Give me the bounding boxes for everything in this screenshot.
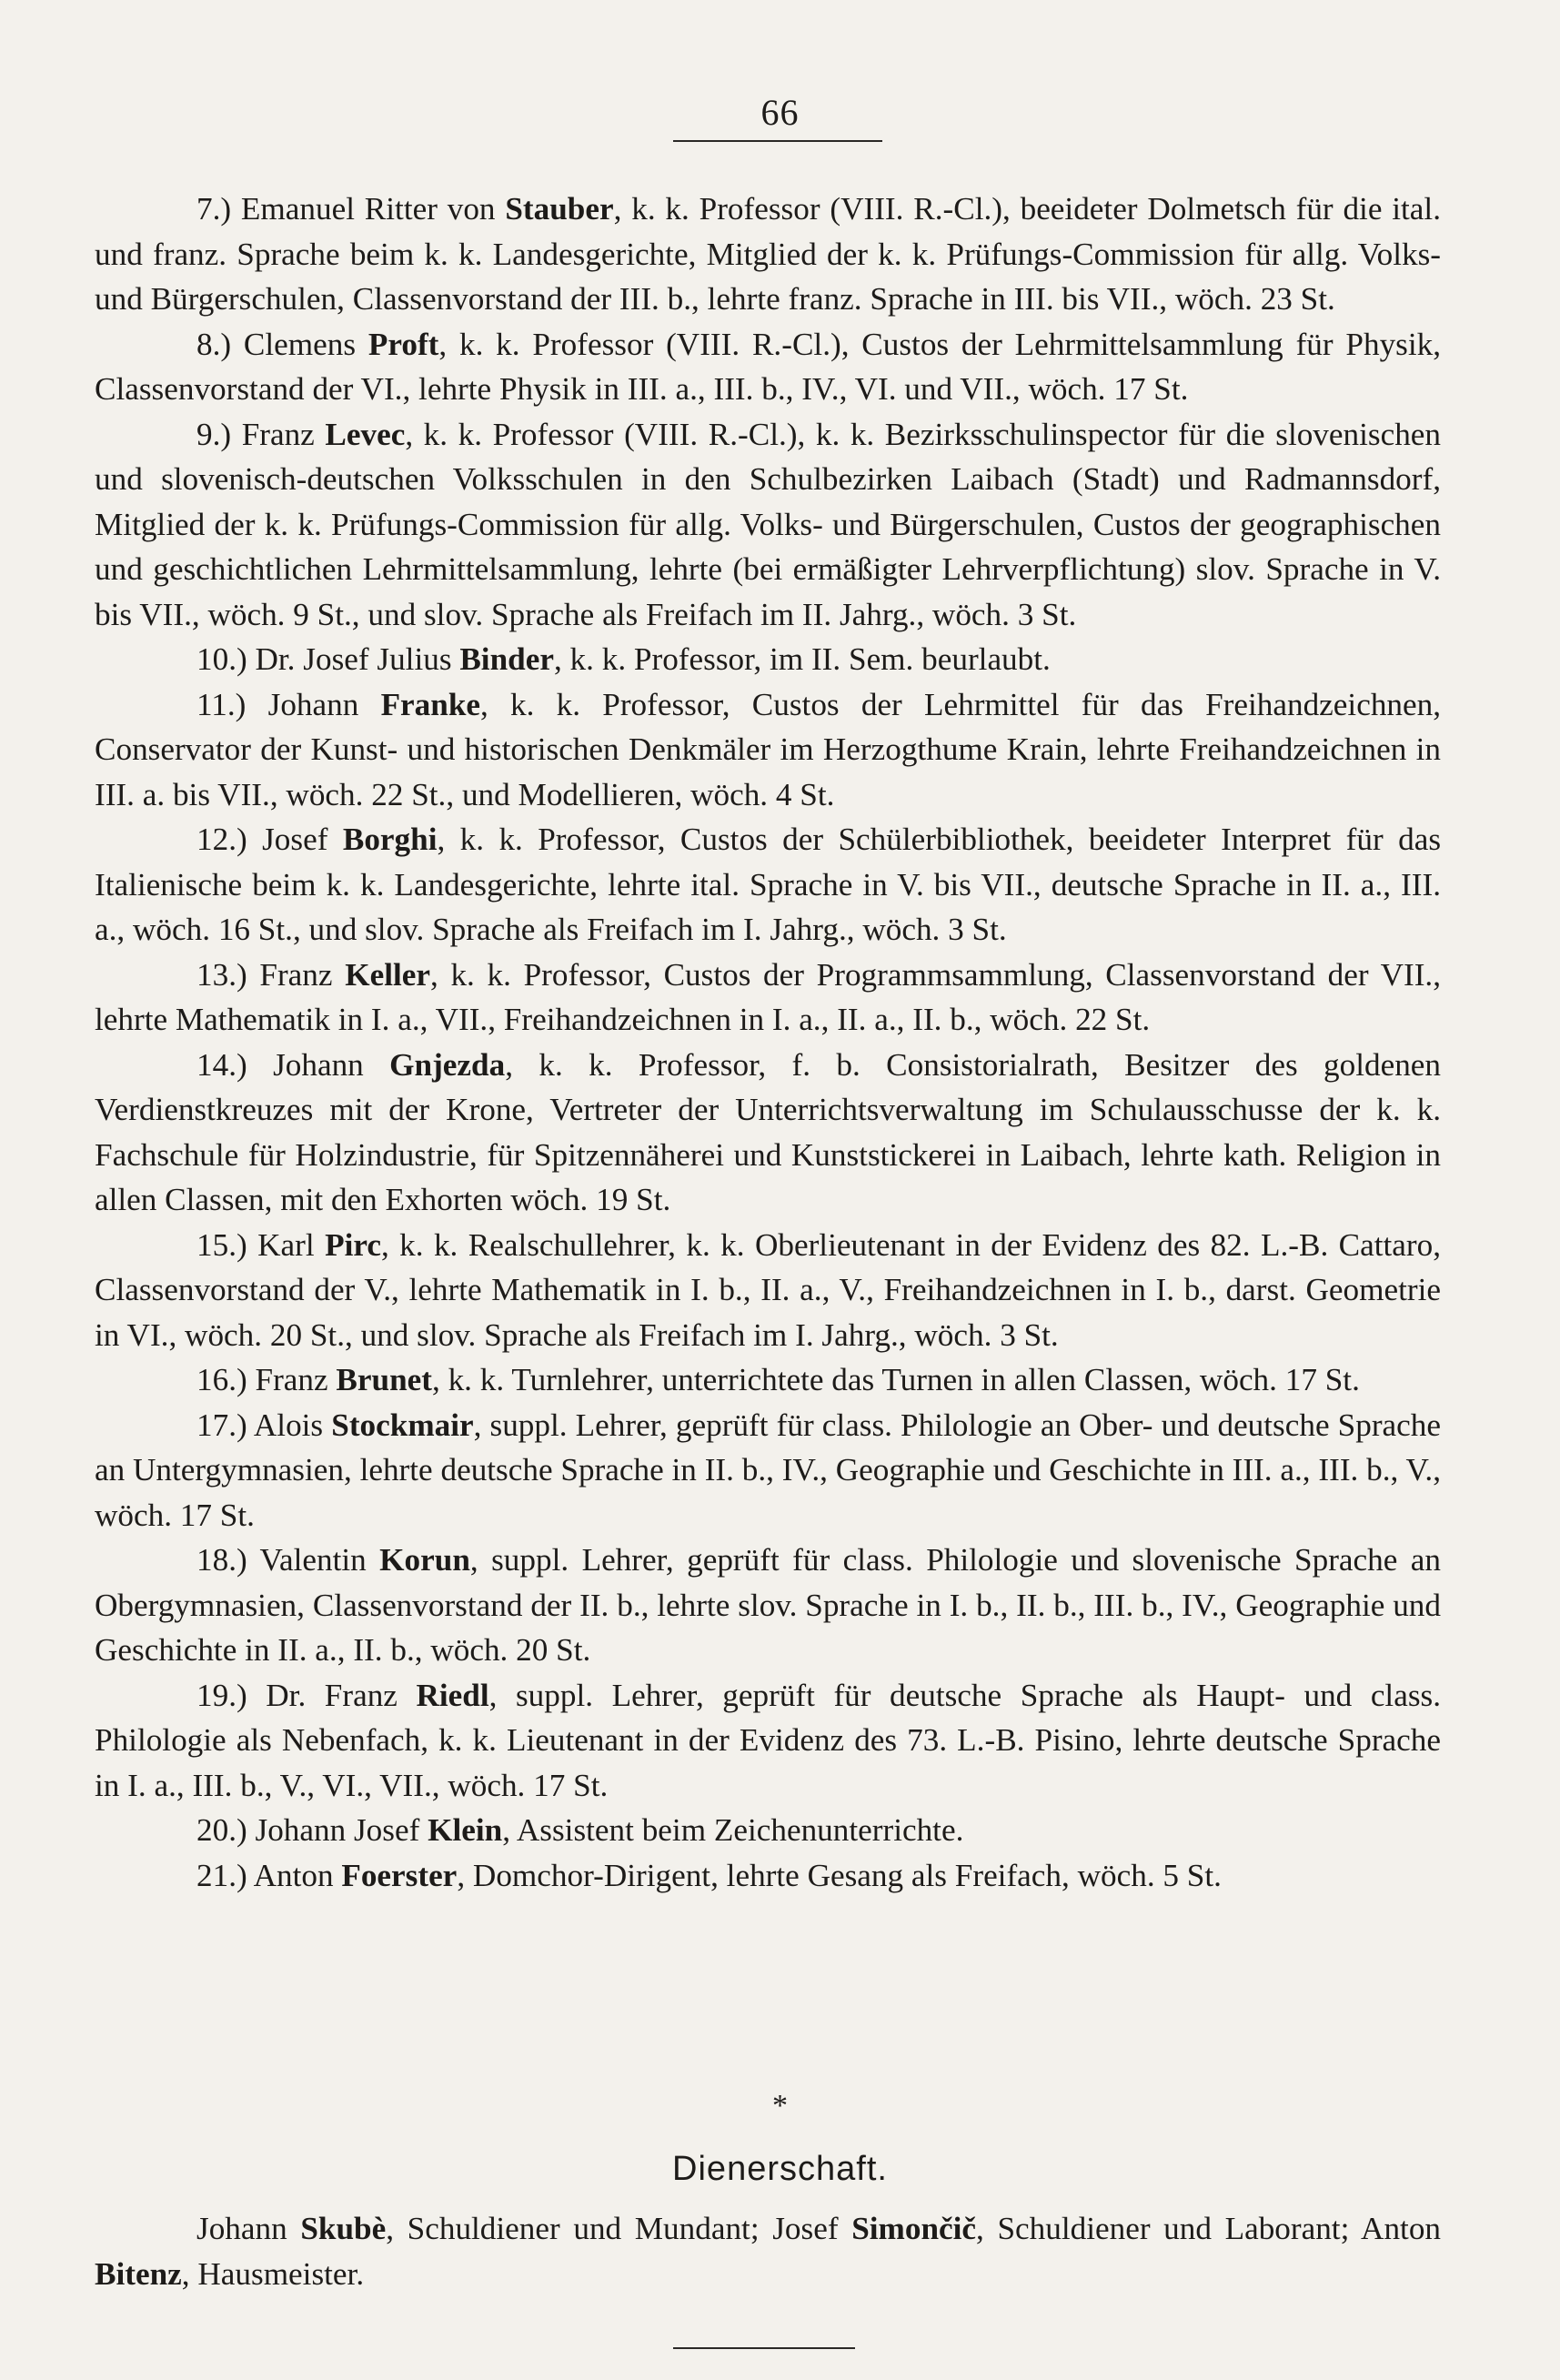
- entry-prefix: Franz: [241, 416, 315, 452]
- entry-text: , k. k. Professor (VIII. R.-Cl.), k. k. Bezirksschulinspector für die slovenischen und slovenisch-deutschen Volksschulen in den Schulbezirken Laibach (Stadt) und Radmannsdorf, Mitglied der k. k. Prüfungs-Commission für allg. Volks- und Bürgerschulen, Custos der geographischen und geschichtlichen Lehrmittelsammlung, lehrte (bei ermäßigter Lehrverpflichtung) slov. Sprache in V. bis VII., wöch. 9 St., und slov. Sprache als Freifach im II. Jahrg., wöch. 3 St.: [95, 416, 1442, 632]
- entry-number: 11.): [196, 686, 247, 722]
- servant-name: Bitenz: [95, 2256, 182, 2292]
- entry-text: , Assistent beim Zeichenunterrichte.: [502, 1812, 964, 1848]
- entry-prefix: Johann: [267, 686, 359, 722]
- entry-prefix: Alois: [253, 1407, 324, 1443]
- entry-number: 10.): [196, 641, 247, 677]
- servant-prefix: Josef: [772, 2211, 839, 2246]
- entry-name: Stauber: [505, 191, 614, 227]
- entry-number: 18.): [196, 1542, 247, 1578]
- staff-entry: [95, 1853, 1441, 1899]
- staff-entry: [95, 1673, 1441, 1809]
- entry-number: 8.): [196, 326, 232, 362]
- entry-prefix: Josef: [262, 822, 328, 857]
- entry-prefix: Johann Josef: [255, 1812, 420, 1848]
- staff-entry: [95, 682, 1441, 818]
- entry-number: 20.): [196, 1812, 247, 1848]
- entry-prefix: Johann: [273, 1046, 364, 1083]
- entry-text: , k. k. Turnlehrer, unterrichtete das Turnen in allen Classen, wöch. 17 St.: [431, 1362, 1360, 1397]
- staff-entry: [95, 1223, 1441, 1358]
- entry-text: , k. k. Professor, Custos der Schülerbibliothek, beeideter Interpret für das Italienische beim k. k. Landesgerichte, lehrte ital. Sprache in V. bis VII., deutsche Sprache in II. a., III. a., wöch. 16 St., und slov. Sprache als Freifach im I. Jahrg., wöch. 3 St.: [95, 822, 1442, 947]
- staff-entry: [95, 412, 1441, 638]
- entry-prefix: Anton: [253, 1857, 334, 1893]
- entry-number: 9.): [196, 416, 232, 452]
- footer-rule: [673, 2347, 855, 2349]
- servant-name: Simončič: [851, 2211, 977, 2246]
- servants-paragraph: [95, 2206, 1441, 2297]
- staff-entry: [95, 1357, 1441, 1403]
- entry-number: 21.): [196, 1857, 247, 1893]
- entry-number: 12.): [196, 822, 247, 857]
- entry-number: 13.): [196, 956, 247, 993]
- entry-prefix: Karl: [257, 1226, 315, 1263]
- entry-text: , suppl. Lehrer, geprüft für class. Philologie und slovenische Sprache an Obergymnasien, Classenvorstand der II. b., lehrte slov. Sprache in I. b., II. b., III. b., IV., Geographie und Geschichte in II. a., II. b., wöch. 20 St.: [95, 1542, 1442, 1668]
- entry-number: 16.): [196, 1362, 247, 1397]
- entry-name: Binder: [459, 641, 554, 677]
- entry-prefix: Franz: [255, 1362, 328, 1397]
- entry-name: Borghi: [342, 822, 438, 857]
- entry-text: , k. k. Realschullehrer, k. k. Oberlieutenant in der Evidenz des 82. L.-B. Cattaro, Classenvorstand der V., lehrte Mathematik in I. b., II. a., V., Freihandzeichnen in I. b., darst. Geometrie in VI., wöch. 20 St., und slov. Sprache als Freifach im I. Jahrg., wöch. 3 St.: [95, 1226, 1442, 1353]
- staff-entry: [95, 1538, 1441, 1673]
- entry-text: , suppl. Lehrer, geprüft für class. Philologie an Ober- und deutsche Sprache an Untergymnasien, lehrte deutsche Sprache in II. b., IV., Geographie und Geschichte in III. a., III. b., V., wöch. 17 St.: [95, 1407, 1442, 1533]
- entry-prefix: Dr. Franz: [266, 1677, 398, 1713]
- entry-name: Klein: [428, 1812, 503, 1848]
- entry-number: 17.): [196, 1407, 247, 1443]
- entry-name: Foerster: [341, 1857, 458, 1893]
- entry-name: Keller: [345, 956, 430, 993]
- entry-name: Brunet: [336, 1362, 432, 1397]
- entry-text: , suppl. Lehrer, geprüft für deutsche Sprache als Haupt- und class. Philologie als Nebenfach, k. k. Lieutenant in der Evidenz des 73. L.-B. Pisino, lehrte deutsche Sprache in I. a., III. b., V., VI., VII., wöch. 17 St.: [95, 1677, 1442, 1803]
- entry-number: 15.): [196, 1226, 247, 1263]
- entry-name: Pirc: [325, 1226, 381, 1263]
- staff-entry: [95, 953, 1441, 1043]
- staff-entry: [95, 817, 1441, 953]
- entry-text: , Domchor-Dirigent, lehrte Gesang als Freifach, wöch. 5 St.: [457, 1857, 1222, 1893]
- servant-prefix: Anton: [1361, 2211, 1442, 2246]
- entry-name: Proft: [367, 326, 439, 362]
- page-number: 66: [760, 92, 800, 133]
- servant-prefix: Johann: [196, 2211, 287, 2246]
- entry-name: Riedl: [416, 1677, 489, 1713]
- entry-text: , k. k. Professor, Custos der Programmsammlung, Classenvorstand der VII., lehrte Mathematik in I. a., VII., Freihandzeichnen in I. a., II. a., II. b., wöch. 22 St.: [95, 956, 1442, 1037]
- staff-entry: [95, 637, 1441, 682]
- entry-text: , k. k. Professor (VIII. R.-Cl.), Custos der Lehrmittelsammlung für Physik, Classenvorstand der VI., lehrte Physik in III. a., III. b., IV., VI. und VII., wöch. 17 St.: [95, 326, 1442, 407]
- entry-number: 7.): [196, 191, 232, 227]
- staff-list: [95, 187, 1441, 1898]
- entry-text: , k. k. Professor, Custos der Lehrmittel für das Freihandzeichnen, Conservator der Kunst- und historischen Denkmäler im Herzogthume Krain, lehrte Freihandzeichnen in III. a. bis VII., wöch. 22 St., und Modellieren, wöch. 4 St.: [95, 686, 1442, 812]
- staff-entry: [95, 187, 1441, 322]
- staff-entry: [95, 1403, 1441, 1538]
- entry-number: 14.): [196, 1046, 247, 1083]
- entry-prefix: Emanuel Ritter von: [240, 191, 496, 227]
- servant-name: Skubè: [300, 2211, 387, 2246]
- staff-entry: [95, 1808, 1441, 1853]
- entry-prefix: Dr. Josef Julius: [255, 641, 452, 677]
- entry-text: , k. k. Professor (VIII. R.-Cl.), beeideter Dolmetsch für die ital. und franz. Sprache beim k. k. Landesgerichte, Mitglied der k. k. Prüfungs-Commission für allg. Volks- und Bürgerschulen, Classenvorstand der III. b., lehrte franz. Sprache in III. bis VII., wöch. 23 St.: [95, 191, 1441, 317]
- servant-text: , Hausmeister.: [181, 2256, 365, 2292]
- entry-prefix: Valentin: [259, 1542, 367, 1578]
- entry-name: Stockmair: [331, 1407, 474, 1443]
- header-rule: [673, 140, 882, 142]
- staff-entry: [95, 1043, 1441, 1223]
- entry-prefix: Clemens: [243, 326, 357, 362]
- section-title: Dienerschaft.: [672, 2150, 888, 2188]
- servant-text: , Schuldiener und Mundant;: [386, 2211, 773, 2246]
- entry-name: Levec: [325, 416, 406, 452]
- entry-name: Korun: [379, 1542, 470, 1578]
- entry-prefix: Franz: [259, 956, 333, 993]
- entry-name: Gnjezda: [389, 1046, 506, 1083]
- entry-name: Franke: [380, 686, 481, 722]
- entry-number: 19.): [196, 1677, 247, 1713]
- entry-text: , k. k. Professor, f. b. Consistorialrath, Besitzer des goldenen Verdienstkreuzes mit der Krone, Vertreter der Unterrichtsverwaltung im Schulausschusse der k. k. Fachschule für Holzindustrie, für Spitzennäherei und Kunststickerei in Laibach, lehrte kath. Religion in allen Classen, mit den Exhorten wöch. 19 St.: [95, 1046, 1442, 1217]
- servant-text: , Schuldiener und Laborant;: [976, 2211, 1362, 2246]
- staff-entry: [95, 322, 1441, 412]
- section-separator: *: [772, 2089, 788, 2123]
- entry-text: , k. k. Professor, im II. Sem. beurlaubt.: [553, 641, 1051, 677]
